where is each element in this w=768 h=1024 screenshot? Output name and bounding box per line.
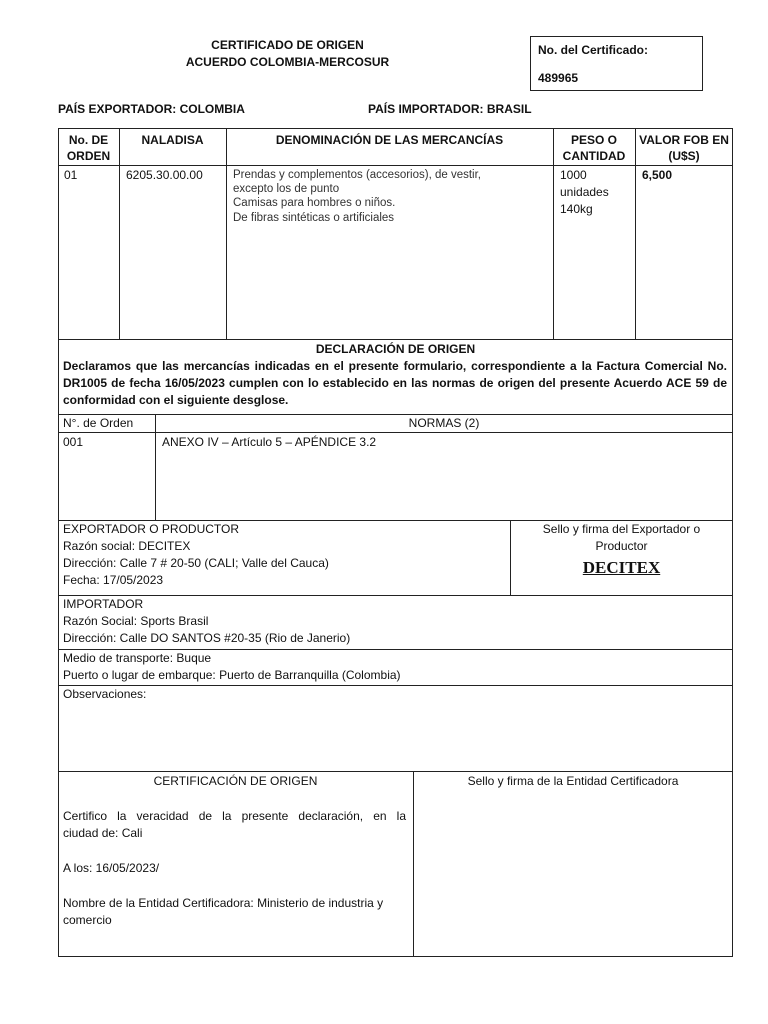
observations-top-divider — [58, 685, 733, 686]
transport-port: Puerto o lugar de embarque: Puerto de Barranquilla (Colombia) — [63, 668, 401, 682]
exporter-seal-label-l1: Sello y firma del Exportador o — [542, 522, 701, 536]
goods-row-description-4: De fibras sintéticas o artificiales — [233, 212, 395, 224]
exporter-address: Dirección: Calle 7 # 20-50 (CALI; Valle del Cauca) — [63, 556, 329, 570]
goods-row-order: 01 — [64, 168, 78, 182]
goods-row-description-2: excepto los de punto — [233, 183, 340, 195]
exporter-title: EXPORTADOR O PRODUCTOR — [63, 522, 240, 536]
goods-row-naladisa: 6205.30.00.00 — [126, 168, 203, 182]
col-header-value-l1: VALOR FOB EN — [639, 133, 729, 147]
norms-header: NORMAS (2) — [408, 416, 480, 430]
invoice-number: DR1005 — [63, 376, 108, 390]
declaration-line-3: conformidad con el siguiente desglose. — [63, 393, 289, 407]
document-title-line2: ACUERDO COLOMBIA-MERCOSUR — [185, 55, 390, 69]
exporter-date: Fecha: 17/05/2023 — [63, 573, 164, 587]
goods-col-divider-2 — [226, 128, 227, 339]
goods-row-quantity-1: 1000 — [560, 168, 587, 182]
col-header-value-l2: (U$S) — [668, 149, 700, 163]
certificate-number-value: 489965 — [538, 71, 579, 85]
certification-col-divider — [413, 771, 414, 957]
importer-address: Dirección: Calle DO SANTOS #20-35 (Rio de Janerio) — [63, 631, 351, 645]
norms-order-header: N°. de Orden — [63, 416, 134, 430]
goods-row-quantity-3: 140kg — [560, 202, 593, 216]
col-header-order-l1: No. DE — [68, 133, 109, 147]
norms-header-divider — [58, 432, 733, 433]
certification-text-l1: Certifico la veracidad de la presente declaración, en la — [63, 809, 406, 823]
exporter-name: Razón social: DECITEX — [63, 539, 191, 553]
certificate-number-label: No. del Certificado: — [538, 43, 649, 57]
certifying-entity-seal-label: Sello y firma de la Entidad Certificadora — [467, 774, 679, 788]
exporter-seal-label-l2: Productor — [595, 539, 648, 553]
certification-date: A los: 16/05/2023/ — [63, 861, 160, 875]
importer-name: Razón Social: Sports Brasil — [63, 614, 209, 628]
col-header-order-l2: ORDEN — [66, 149, 111, 163]
certification-top-divider — [58, 771, 733, 772]
certifying-entity-l1: Nombre de la Entidad Certificadora: Ministerio de industria y — [63, 896, 384, 910]
declaration-text-b: cumplen con lo establecido en las normas de origen del presente Acuerdo ACE 59 de — [224, 376, 727, 390]
invoice-date: 16/05/2023 — [164, 376, 225, 390]
declaration-title: DECLARACIÓN DE ORIGEN — [315, 342, 476, 356]
certifying-entity-l2: comercio — [63, 913, 112, 927]
goods-row-description-3: Camisas para hombres o niños. — [233, 197, 396, 209]
norms-value: ANEXO IV – Artículo 5 – APÉNDICE 3.2 — [162, 435, 377, 449]
goods-row-quantity-2: unidades — [560, 185, 609, 199]
exporter-signature: DECITEX — [582, 558, 661, 577]
goods-col-divider-1 — [119, 128, 120, 339]
goods-bottom-divider — [58, 339, 733, 340]
transport-means: Medio de transporte: Buque — [63, 651, 212, 665]
importer-title: IMPORTADOR — [63, 597, 144, 611]
importing-country: PAÍS IMPORTADOR: BRASIL — [368, 102, 532, 116]
declaration-text-a: de fecha — [107, 376, 165, 390]
observations-label: Observaciones: — [63, 687, 147, 701]
importer-top-divider — [58, 595, 733, 596]
declaration-line-1: Declaramos que las mercancías indicadas en el presente formulario, correspondiente a la Factura Comercial No. — [63, 359, 727, 373]
col-header-naladisa: NALADISA — [141, 133, 204, 147]
col-header-weight-l2: CANTIDAD — [562, 149, 626, 163]
document-title-line1: CERTIFICADO DE ORIGEN — [211, 38, 364, 52]
norms-order-value: 001 — [63, 435, 84, 449]
goods-header-divider — [58, 165, 733, 166]
col-header-description: DENOMINACIÓN DE LAS MERCANCÍAS — [275, 133, 504, 147]
declaration-line-2 — [63, 375, 727, 392]
goods-row-fob-value: 6,500 — [642, 168, 673, 182]
goods-row-description-1: Prendas y complementos (accesorios), de vestir, — [233, 169, 481, 181]
certification-text-l2: ciudad de: Cali — [63, 826, 143, 840]
exporting-country: PAÍS EXPORTADOR: COLOMBIA — [58, 102, 245, 116]
col-header-weight-l1: PESO O — [570, 133, 617, 147]
certification-title: CERTIFICACIÓN DE ORIGEN — [153, 774, 318, 788]
